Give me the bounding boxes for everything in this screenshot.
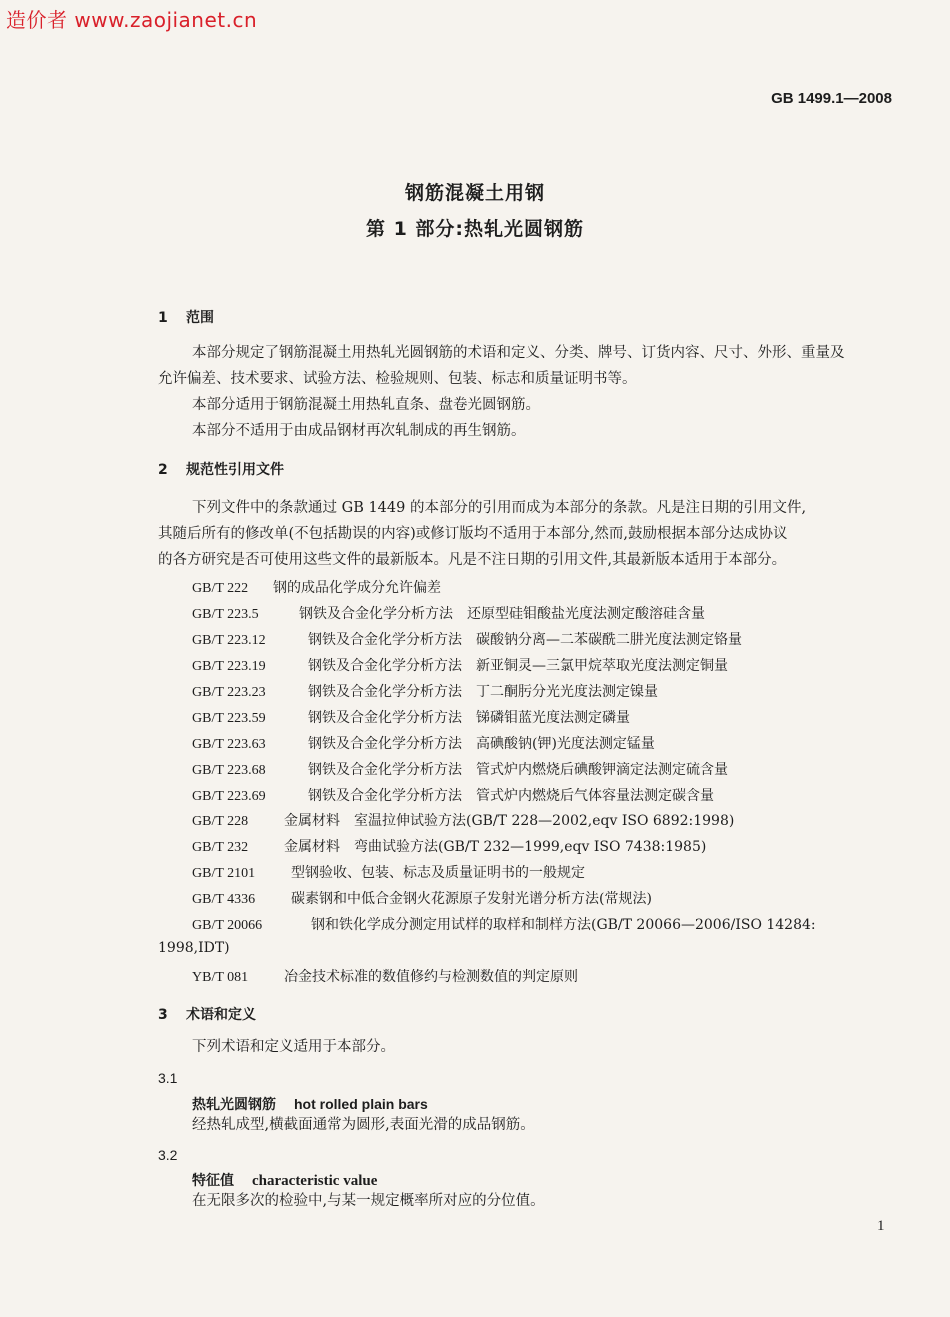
paragraph: 本部分不适用于由成品钢材再次轧制成的再生钢筋。: [192, 423, 526, 439]
paragraph: 的各方研究是否可使用这些文件的最新版本。凡是不注日期的引用文件,其最新版本适用于本部分。: [158, 552, 787, 568]
reference-item: [192, 681, 658, 701]
reference-item: [192, 914, 816, 934]
paragraph: 本部分适用于钢筋混凝土用热轧直条、盘卷光圆钢筋。: [192, 397, 540, 413]
reference-code: GB/T 228: [192, 814, 249, 829]
reference-title: 冶金技术标准的数值修约与检测数值的判定原则: [284, 969, 578, 985]
term-definition: 经热轧成型,横截面通常为圆形,表面光滑的成品钢筋。: [192, 1117, 535, 1133]
reference-code: GB/T 222: [192, 581, 249, 596]
reference-item: [192, 966, 578, 986]
section-title: 规范性引用文件: [186, 462, 284, 478]
section-number: 1: [158, 310, 168, 326]
term-entry: [192, 1094, 428, 1114]
reference-item: [192, 655, 728, 675]
clause-number: 3.1: [158, 1070, 178, 1086]
clause-number: 3.2: [158, 1147, 178, 1163]
reference-item: [192, 577, 441, 597]
reference-title: 钢铁及合金化学分析方法 碳酸钠分离—二苯碳酰二肼光度法测定铬量: [308, 632, 742, 648]
section-title: 术语和定义: [186, 1007, 256, 1023]
section-heading-normative-references: [158, 459, 284, 479]
reference-code: GB/T 223.59: [192, 711, 266, 726]
section-number: 2: [158, 462, 168, 478]
reference-code: GB/T 2101: [192, 866, 256, 881]
reference-title: 钢铁及合金化学分析方法 高碘酸钠(钾)光度法测定锰量: [308, 736, 655, 752]
reference-title: 金属材料 室温拉伸试验方法(GB/T 228—2002,eqv ISO 6892:1998): [284, 813, 735, 829]
standard-code: GB 1499.1—2008: [771, 90, 892, 107]
reference-item: [192, 785, 714, 805]
site-watermark: 造价者 www.zaojianet.cn: [6, 8, 258, 32]
document-subtitle: 第 1 部分:热轧光圆钢筋: [365, 218, 585, 240]
reference-title: 钢铁及合金化学分析方法 管式炉内燃烧后气体容量法测定碳含量: [308, 788, 714, 804]
reference-title: 碳素钢和中低合金钢火花源原子发射光谱分析方法(常规法): [291, 891, 652, 907]
term-english: characteristic value: [252, 1173, 378, 1189]
reference-title: 钢铁及合金化学分析方法 新亚铜灵—三氯甲烷萃取光度法测定铜量: [308, 658, 728, 674]
reference-title: 1998,IDT): [158, 940, 230, 956]
paragraph: 其随后所有的修改单(不包括勘误的内容)或修订版均不适用于本部分,然而,鼓励根据本部分达成协议: [158, 526, 788, 542]
paragraph: 下列术语和定义适用于本部分。: [192, 1039, 395, 1055]
term-english: hot rolled plain bars: [294, 1096, 428, 1112]
paragraph: 本部分规定了钢筋混凝土用热轧光圆钢筋的术语和定义、分类、牌号、订货内容、尺寸、外形、重量及: [192, 345, 845, 361]
paragraph: 允许偏差、技术要求、试验方法、检验规则、包装、标志和质量证明书等。: [158, 371, 637, 387]
term-chinese: 特征值: [192, 1173, 234, 1189]
section-title: 范围: [186, 310, 214, 326]
document-title: 钢筋混凝土用钢: [404, 182, 545, 204]
reference-item: [192, 707, 630, 727]
reference-code: GB/T 4336: [192, 892, 256, 907]
section-heading-terms-definitions: [158, 1004, 256, 1024]
section-heading-scope: [158, 307, 214, 327]
reference-item: [192, 836, 706, 856]
reference-title: 钢铁及合金化学分析方法 管式炉内燃烧后碘酸钾滴定法测定硫含量: [308, 762, 728, 778]
reference-item: [192, 733, 655, 753]
reference-code: GB/T 232: [192, 840, 249, 855]
reference-code: YB/T 081: [192, 970, 249, 985]
reference-item-continued: [158, 940, 230, 956]
reference-title: 钢铁及合金化学分析方法 丁二酮肟分光光度法测定镍量: [308, 684, 658, 700]
term-chinese: 热轧光圆钢筋: [192, 1097, 276, 1113]
reference-code: GB/T 223.68: [192, 763, 266, 778]
reference-title: 钢和铁化学成分测定用试样的取样和制样方法(GB/T 20066—2006/ISO 14284:: [311, 917, 816, 933]
reference-item: [192, 603, 705, 623]
paragraph: 下列文件中的条款通过 GB 1449 的本部分的引用而成为本部分的条款。凡是注日期的引用文件,: [192, 500, 807, 516]
section-number: 3: [158, 1007, 168, 1023]
reference-code: GB/T 20066: [192, 918, 263, 933]
page-number: 1: [877, 1218, 885, 1234]
reference-code: GB/T 223.69: [192, 789, 266, 804]
term-entry: [192, 1170, 377, 1190]
reference-title: 钢的成品化学成分允许偏差: [273, 580, 441, 596]
term-definition: 在无限多次的检验中,与某一规定概率所对应的分位值。: [192, 1193, 545, 1209]
reference-code: GB/T 223.12: [192, 633, 266, 648]
reference-title: 钢铁及合金化学分析方法 还原型硅钼酸盐光度法测定酸溶硅含量: [299, 606, 705, 622]
reference-code: GB/T 223.5: [192, 607, 259, 622]
reference-item: [192, 810, 734, 830]
reference-title: 钢铁及合金化学分析方法 锑磷钼蓝光度法测定磷量: [308, 710, 630, 726]
reference-title: 型钢验收、包装、标志及质量证明书的一般规定: [291, 865, 585, 881]
reference-code: GB/T 223.63: [192, 737, 266, 752]
reference-item: [192, 862, 585, 882]
reference-item: [192, 759, 728, 779]
reference-title: 金属材料 弯曲试验方法(GB/T 232—1999,eqv ISO 7438:1985): [284, 839, 707, 855]
reference-code: GB/T 223.19: [192, 659, 266, 674]
reference-code: GB/T 223.23: [192, 685, 266, 700]
reference-item: [192, 629, 742, 649]
reference-item: [192, 888, 652, 908]
